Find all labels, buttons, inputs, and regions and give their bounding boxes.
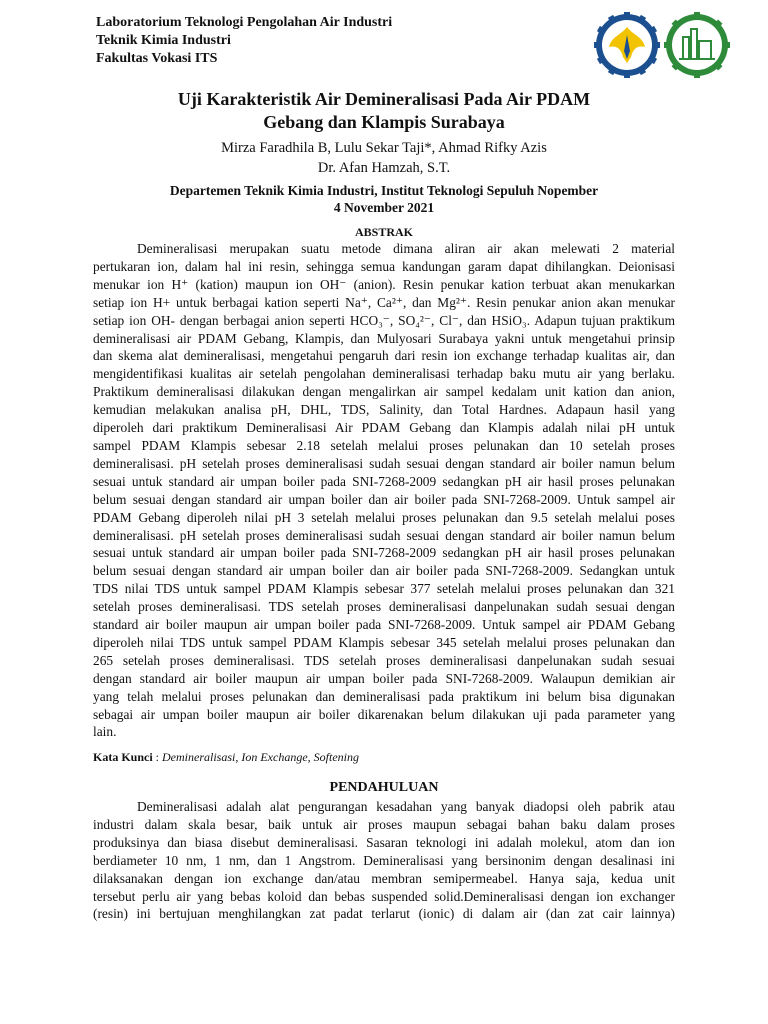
- introduction-body: [93, 798, 675, 923]
- affiliation: Departemen Teknik Kimia Industri, Institut Teknologi Sepuluh Nopember: [169, 183, 599, 198]
- header-faculty: Fakultas Vokasi ITS: [96, 51, 218, 66]
- abstract-line: 265 setelah proses demineralisasi. TDS setelah proses demineralisasi danpelunakan sudah sesuai: [93, 652, 675, 668]
- abstract-line: setiap ion OH- dengan berbagai anion seperti HCO₃⁻, SO₄²⁻, Cl⁻, dan HSiO₃. Adapun tujuan praktikum: [93, 312, 675, 328]
- introduction-line: industri dalam skala besar, baik untuk air proses maupun sebagai bahan baku dalam proses: [93, 816, 675, 832]
- keywords-separator: :: [152, 750, 163, 764]
- abstract-line: sampel PDAM Klampis sebesar 2.18 setelah melalui proses pelunakan dan 10 setelah proses: [93, 437, 675, 453]
- abstract-line: menukar ion H⁺ (kation) maupun ion OH⁻ (anion). Resin penukar kation terbuat akan menukarkan: [93, 276, 675, 292]
- abstract-line: belum sesuai dengan standard air umpan boiler dan air boiler pada SNI-7268-2009. Untuk sampel air: [93, 491, 675, 507]
- introduction-line: berdiameter 10 nm, 1 nm, dan 1 Angstrom. Demineralisasi yang bersinonim dengan desalinasi ini: [93, 852, 675, 868]
- abstract-line: belum sesuai dengan standard air umpan boiler dan air boiler pada SNI-7268-2009. Sedangkan untuk: [93, 563, 675, 579]
- lab-header: [96, 14, 536, 68]
- article-title-line-1: Uji Karakteristik Air Demineralisasi Pada Air PDAM: [177, 89, 591, 109]
- abstract-line: diperoleh nilai TDS untuk sampel PDAM Klampis sebesar 345 setelah melalui proses pelunakan dan: [93, 634, 675, 650]
- abstract-line: setiap ion H+ untuk berbagai kation seperti Na⁺, Ca²⁺, dan Mg²⁺. Resin penukar anion akan menukar: [93, 294, 675, 310]
- abstract-heading: ABSTRAK: [354, 225, 413, 239]
- its-logo-icon: [594, 12, 660, 78]
- abstract-line: Demineralisasi merupakan suatu metode dimana aliran air akan melewati 2 material: [137, 241, 675, 256]
- abstract-line: sesuai untuk standard air umpan boiler pada SNI-7268-2009 sedangkan pH air hasil proses pelunakan: [93, 473, 675, 489]
- introduction-line: Demineralisasi adalah alat pengurangan kesadahan yang banyak diadopsi oleh pabrik atau: [137, 799, 675, 814]
- abstract-line: TDS nilai TDS untuk sampel PDAM Klampis sebesar 377 setelah melalui proses pelunakan dan 321: [93, 581, 675, 597]
- article-title-line-2: Gebang dan Klampis Surabaya: [263, 112, 505, 132]
- abstract-line: sesuai untuk standard air umpan boiler pada SNI-7268-2009 sedangkan pH air hasil proses pelunakan: [93, 545, 675, 561]
- abstract-line: dengan standard air boiler maupun air umpan boiler pada SNI-7268-2009. Walaupun demikian air: [93, 670, 675, 686]
- abstract-line: demineralisasi. pH setelah proses demineralisasi sudah sesuai dengan standard air boiler namun belum: [93, 455, 675, 471]
- introduction-line: tersebut perlu air yang bebas koloid dan bebas suspended solid.Demineralisasi dengan ion exchanger: [93, 888, 675, 904]
- abstract-line: diperoleh dari praktikum Demineralisasi Air PDAM Gebang dan Klampis adalah nilai pH untuk: [93, 420, 675, 436]
- abstract-line: pertukaran ion, dalam hal ini resin, sehingga semua kandungan garam dapat dihilangkan. Deionisasi: [93, 258, 675, 274]
- abstract-line: sebagai air umpan boiler maupun air boiler dikarenakan belum dilakukan uji pada parameter yang: [93, 706, 675, 722]
- publication-date: 4 November 2021: [333, 200, 435, 215]
- abstract-line: PDAM Gebang diperoleh nilai pH 3 setelah melalui proses pelunakan dan 9.5 setelah melalui poses: [93, 509, 675, 525]
- abstract-body: [93, 240, 675, 741]
- abstract-line: standard air boiler maupun air umpan boiler pada SNI-7268-2009. Untuk sampel air PDAM Gebang: [93, 617, 675, 633]
- introduction-line: (resin) ini bertujuan menghilangkan zat padat terlarut (ionic) di dalam air (dan zat cair lainnya): [93, 906, 675, 922]
- abstract-line: demineralisasi. pH setelah proses demineralisasi sudah sesuai dengan standard air boiler namun belum: [93, 527, 675, 543]
- authors-line-2: Dr. Afan Hamzah, S.T.: [317, 160, 451, 176]
- abstract-line: Praktikum demineralisasi dilakukan dengan mengalirkan air sampel kedalam unit kation dan anion,: [93, 384, 675, 400]
- abstract-line: setelah proses demineralisasi. TDS setelah proses demineralisasi danpelunakan sudah sesuai dengan: [93, 599, 675, 615]
- abstract-line: mengidentifikasi kualitas air setelah pengolahan demineralisasi terhadap baku mutu air yang berlaku.: [93, 366, 675, 382]
- introduction-line: produksinya dan biasa disebut demineralisasi. Sasaran teknologi ini adalah molekul, atom dan ion: [93, 834, 675, 850]
- authors-line-1: Mirza Faradhila B, Lulu Sekar Taji*, Ahmad Rifky Azis: [221, 140, 547, 156]
- abstract-line: yang telah melalui proses pelunakan dan demineralisasi pada praktikum ini belum bisa digunakan: [93, 688, 675, 704]
- keywords-value: Demineralisasi, Ion Exchange, Softening: [162, 750, 359, 764]
- header-department: Teknik Kimia Industri: [96, 33, 231, 48]
- introduction-heading: PENDAHULUAN: [329, 780, 439, 795]
- abstract-line: kemudian melakukan analisa pH, DHL, TDS, Salinity, dan Total Hardnes. Adapaun hasil yang: [93, 402, 675, 418]
- keywords: [93, 749, 359, 765]
- keywords-label: Kata Kunci: [93, 750, 153, 764]
- abstract-line: dan skema alat demineralisasi, mengetahui pengaruh dari resin ion exchange terhadap kualitas air, dan: [93, 348, 675, 364]
- abstract-line: lain.: [93, 724, 117, 740]
- article-title-block: [60, 88, 708, 217]
- industrial-plant-logo-icon: [664, 12, 730, 78]
- introduction-line: dilaksanakan dengan ion exchange dan/atau membran semipermeabel. Hanya saja, kedua unit: [93, 870, 675, 886]
- abstract-line: demineralisasi air PDAM Gebang, Klampis, dan Mulyosari Surabaya yakni untuk mengetahui prinsip: [93, 330, 675, 346]
- header-lab-name: Laboratorium Teknologi Pengolahan Air Industri: [96, 15, 393, 30]
